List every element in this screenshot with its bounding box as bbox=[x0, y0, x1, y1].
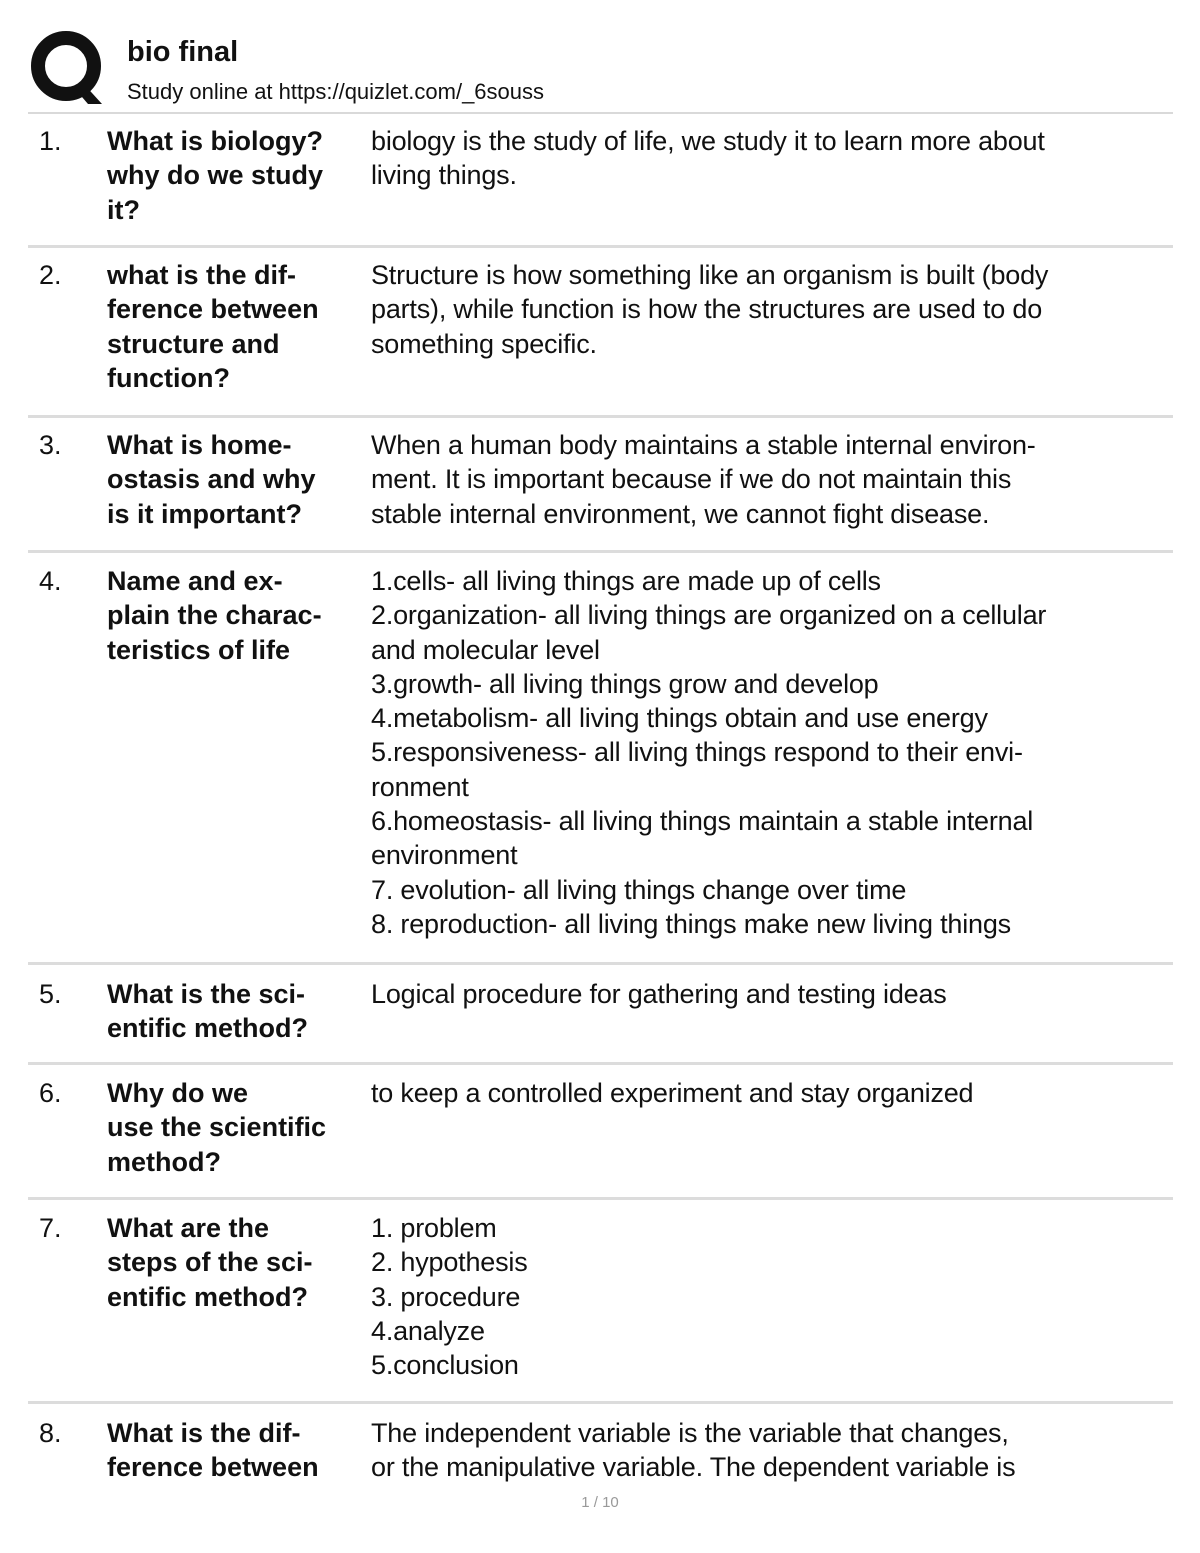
card-number: 8. bbox=[39, 1418, 62, 1448]
card-term: Why do we use the scientific method? bbox=[107, 1078, 327, 1177]
flashcard-8 bbox=[28, 1404, 1173, 1488]
card-term: What are the steps of the sci- entific method? bbox=[107, 1213, 313, 1312]
card-number: 6. bbox=[39, 1078, 62, 1108]
card-number: 3. bbox=[39, 430, 62, 460]
card-definition: When a human body maintains a stable internal environ- ment. It is important because if we do not maintain this stable internal environment, we cannot fight disease. bbox=[371, 430, 1036, 529]
flashcard-5 bbox=[28, 965, 1173, 1065]
card-number: 5. bbox=[39, 979, 62, 1009]
card-definition: to keep a controlled experiment and stay organized bbox=[371, 1078, 974, 1108]
card-number: 1. bbox=[39, 126, 62, 156]
card-term: What is the sci- entific method? bbox=[107, 979, 308, 1044]
quizlet-logo-icon bbox=[30, 30, 106, 106]
flashcard-1 bbox=[28, 114, 1173, 248]
flashcard-4 bbox=[28, 553, 1173, 965]
set-title: bio final bbox=[127, 36, 239, 68]
flashcard-2 bbox=[28, 248, 1173, 418]
card-definition: 1.cells- all living things are made up of cells 2.organization- all living things are organized on a cellular and molecular level 3.growth- all living things grow and develop 4.metabolism- all living things obtain and use energy 5.responsiveness- all living things respond to their envi- ronment 6.homeostasis- all living things maintain a stable internal environment 7. evolution- all living things change over time 8. reproduction- all living things make new living things bbox=[371, 566, 1047, 939]
card-number: 4. bbox=[39, 566, 62, 596]
card-term: What is home- ostasis and why is it important? bbox=[107, 430, 316, 529]
card-term: what is the dif- ference between structure and function? bbox=[107, 260, 319, 393]
card-term: What is the dif- ference between bbox=[107, 1418, 319, 1483]
study-online-link: Study online at https://quizlet.com/_6souss bbox=[127, 79, 545, 104]
card-definition: The independent variable is the variable that changes, or the manipulative variable. The dependent variable is bbox=[371, 1418, 1016, 1483]
flashcard-3 bbox=[28, 418, 1173, 553]
flashcard-6 bbox=[28, 1065, 1173, 1200]
flashcard-list bbox=[28, 114, 1173, 1488]
card-definition: 1. problem 2. hypothesis 3. procedure 4.analyze 5.conclusion bbox=[371, 1213, 528, 1381]
card-definition: Logical procedure for gathering and testing ideas bbox=[371, 979, 947, 1009]
card-number: 7. bbox=[39, 1213, 62, 1243]
card-definition: Structure is how something like an organism is built (body parts), while function is how the structures are used to do something specific. bbox=[371, 260, 1049, 359]
card-term: What is biology? why do we study it? bbox=[107, 126, 324, 225]
page-number: 1 / 10 bbox=[581, 1494, 619, 1511]
card-number: 2. bbox=[39, 260, 62, 290]
card-definition: biology is the study of life, we study it to learn more about living things. bbox=[371, 126, 1045, 191]
card-term: Name and ex- plain the charac- teristics of life bbox=[107, 566, 322, 665]
flashcard-7 bbox=[28, 1200, 1173, 1404]
